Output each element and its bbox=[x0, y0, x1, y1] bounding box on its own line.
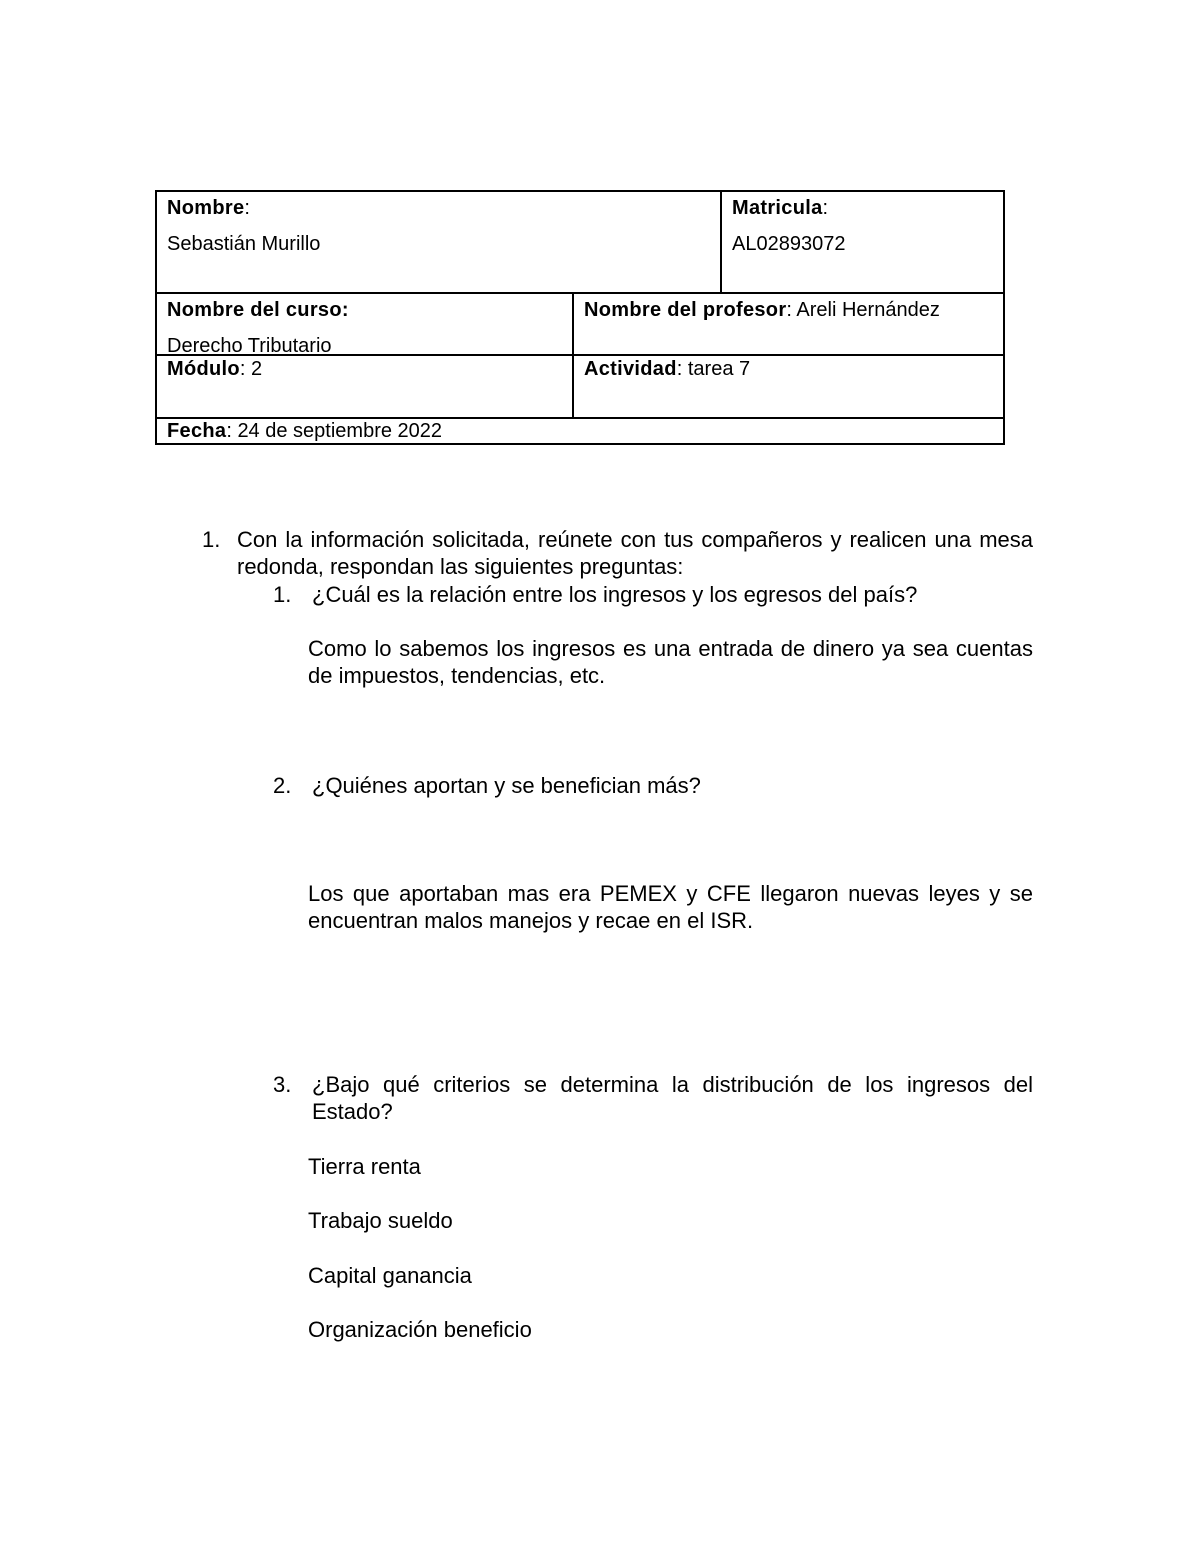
modulo-label: Módulo bbox=[167, 358, 240, 380]
answer-item: Capital ganancia bbox=[308, 1263, 472, 1288]
profesor-value: Areli Hernández bbox=[796, 299, 940, 321]
answer-item: Tierra renta bbox=[308, 1154, 421, 1179]
fecha-label: Fecha bbox=[167, 420, 227, 442]
modulo-value: 2 bbox=[251, 358, 263, 380]
question-text: ¿Bajo qué criterios se determina la distribución de los ingresos del Estado? bbox=[312, 1072, 1033, 1124]
profesor-label: Nombre del profesor bbox=[584, 299, 787, 321]
instruction-text: Con la información solicitada, reúnete con tus compañeros y realicen una mesa redonda, respondan las siguientes preguntas: bbox=[237, 527, 1033, 579]
answer-item: Trabajo sueldo bbox=[308, 1208, 453, 1233]
instruction-number: 1. bbox=[202, 527, 221, 552]
question-text: ¿Cuál es la relación entre los ingresos y los egresos del país? bbox=[312, 582, 918, 607]
fecha-value: 24 de septiembre 2022 bbox=[237, 420, 443, 442]
curso-value: Derecho Tributario bbox=[167, 335, 332, 357]
fecha-cell: Fecha: 24 de septiembre 2022 bbox=[167, 420, 443, 442]
curso-cell bbox=[157, 294, 572, 357]
matricula-cell: Matricula: AL02893072 bbox=[722, 192, 1003, 292]
matricula-value: AL02893072 bbox=[732, 233, 846, 255]
actividad-value: tarea 7 bbox=[687, 358, 751, 380]
profesor-cell: Nombre del profesor: Areli Hernández bbox=[584, 299, 940, 321]
question-text: ¿Quiénes aportan y se benefician más? bbox=[312, 773, 701, 798]
nombre-label: Nombre bbox=[167, 197, 245, 219]
curso-label: Nombre del curso: bbox=[167, 299, 349, 321]
question-number: 3. bbox=[273, 1072, 292, 1097]
actividad-cell: Actividad: tarea 7 bbox=[584, 358, 751, 380]
answer-text: Los que aportaban mas era PEMEX y CFE llegaron nuevas leyes y se encuentran malos manejos y recae en el ISR. bbox=[308, 881, 1033, 933]
answer-item: Organización beneficio bbox=[308, 1317, 532, 1342]
answer-text: Como lo sabemos los ingresos es una entrada de dinero ya sea cuentas de impuestos, tendencias, etc. bbox=[308, 636, 1033, 688]
actividad-label: Actividad bbox=[584, 358, 677, 380]
question-number: 2. bbox=[273, 773, 292, 798]
matricula-label: Matricula bbox=[732, 197, 823, 219]
nombre-value: Sebastián Murillo bbox=[167, 233, 321, 255]
question-number: 1. bbox=[273, 582, 292, 607]
nombre-cell: Nombre: Sebastián Murillo bbox=[157, 192, 720, 292]
modulo-cell: Módulo: 2 bbox=[167, 358, 263, 380]
student-info-table bbox=[155, 190, 1005, 445]
